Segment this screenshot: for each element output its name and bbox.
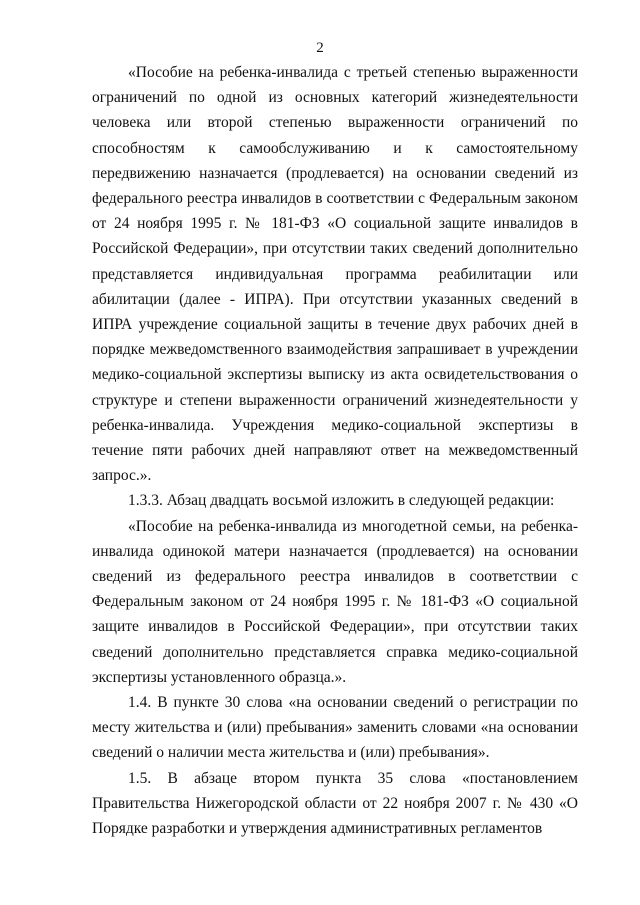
paragraph-clause-1-3-3: 1.3.3. Абзац двадцать восьмой изложить в следующей редакции: (128, 492, 555, 510)
page-number: 2 (316, 40, 324, 56)
paragraph-clause-1-4: 1.4. В пункте 30 слова «на основании сведений о регистрации по месту жительства и (или) пребывания» заменить словами «на основании сведений о наличии места жительства и (или) пребывания». (92, 694, 578, 762)
paragraph-allowance-large-family: «Пособие на ребенка-инвалида из многодетной семьи, на ребенка-инвалида одинокой матери назначается (продлевается) на основании сведений из федерального реестра инвалидов в соответствии с Федеральным законом от 24 ноября 1995 г. № 181-ФЗ «О социальной защите инвалидов в Российской Федерации», при отсутствии таких сведений дополнительно представляется справка медико-социальной экспертизы установленного образца.». (92, 517, 578, 686)
paragraph-clause-1-5: 1.5. В абзаце втором пункта 35 слова «постановлением Правительства Нижегородской области от 22 ноября 2007 г. № 430 «О Порядке разработки и утверждения административных регламентов (92, 769, 578, 838)
paragraph-allowance-third-degree: «Пособие на ребенка-инвалида с третьей степенью выраженности ограничений по одной из основных категорий жизнедеятельности человека или второй степенью выраженности ограничений по способностям к самообслуживанию и к самостоятельному передвижению назначается (продлевается) на основании сведений из федерального реестра инвалидов в соответствии с Федеральным законом от 24 ноября 1995 г. № 181-ФЗ «О социальной защите инвалидов в Российской Федерации», при отсутствии таких сведений дополнительно представляется индивидуальная программа реабилитации или абилитации (далее - ИПРА). При отсутствии указанных сведений в ИПРА учреждение социальной защиты в течение двух рабочих дней в порядке межведомственного взаимодействия запрашивает в учреждении медико-социальной экспертизы выписку из акта освидетельствования о структуре и степени выраженности ограничений жизнедеятельности у ребенка-инвалида. Учреждения медико-социальной экспертизы в течение пяти рабочих дней направляют ответ на межведомственный запрос.». (92, 64, 578, 485)
document-body (92, 60, 578, 841)
